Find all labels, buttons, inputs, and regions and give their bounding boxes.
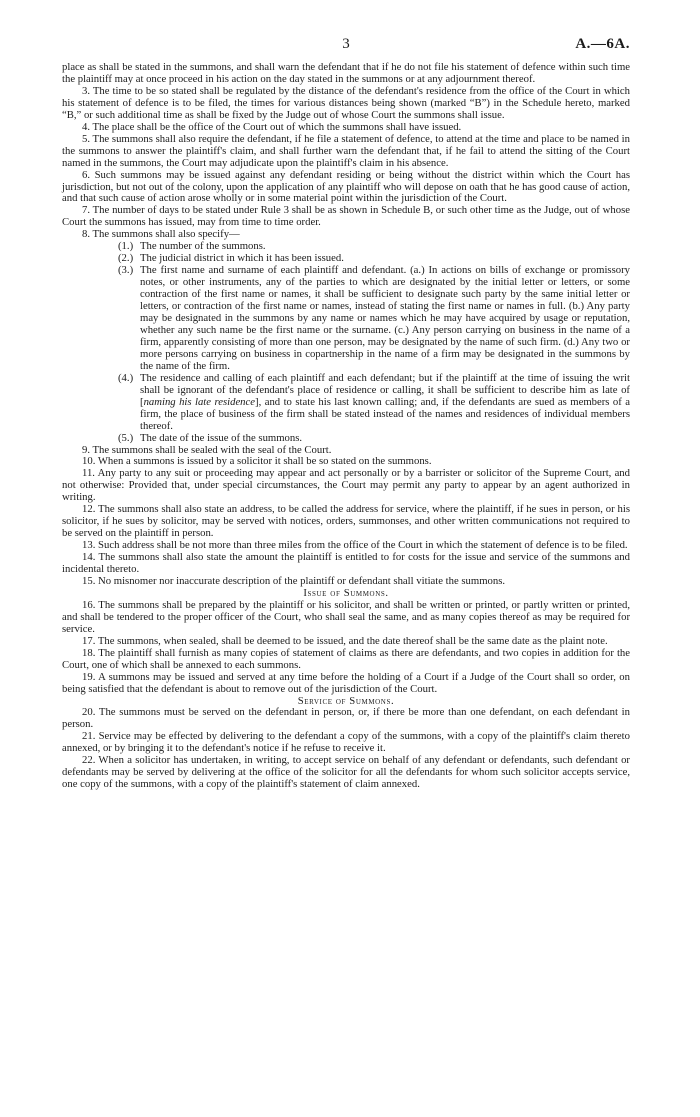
list-item [118,373,630,433]
paragraph-7: 7. The number of days to be stated under Rule 3 shall be as shown in Schedule B, or such other time as the Judge, out of whose Court the summons has issued, may from time to time order. [62,204,630,229]
paragraph-8: 8. The summons shall also specify— [82,228,240,241]
paragraph-16: 16. The summons shall be prepared by the plaintiff or his solicitor, and shall be written or printed, or partly written or printed, and shall be tendered to the proper officer of the Court, who shall seal the same, and as many copies thereof as may be required for service. [62,598,630,635]
document-reference: A.—6A. [575,36,630,52]
list-item-text-part: ], and to state his last known calling; and, if the defendants are sued as members of a firm, the place of business of the firm shall be stated instead of the names and residences of individual members thereof. [140,395,630,432]
paragraph-continued: place as shall be stated in the summons, and shall warn the defendant that if he do not file his statement of defence within such time the plaintiff may at once proceed in his action on the day stated in the summons or at any adjournment thereof. [62,61,630,85]
list-item-number: (1.) [118,240,134,253]
section-heading-service: Service of Summons. [297,694,395,707]
paragraph-18: 18. The plaintiff shall furnish as many copies of statement of claims as there are defendants, and two copies in addition for the Court, one of which shall be annexed to each summons. [62,646,630,671]
list-item-text-part: The residence and calling of each plaintiff and each defendant; but if the plaintiff at the time of issuing the writ shall be ignorant of the defendant's place of residence or calling, it shall be sufficient to describe him as late of [ [140,371,630,408]
paragraph-21: 21. Service may be effected by delivering to the defendant a copy of the summons, with a copy of the plaintiff's claim thereto annexed, or by bringing it to the defendant's notice if he refuse to receive it. [62,730,630,755]
document-page [62,36,630,791]
list-item-number: (5.) [118,431,134,444]
paragraph-5: 5. The summons shall also require the defendant, if he file a statement of defence, to attend at the time and place to be named in the summons to answer the plaintiff's claim, and shall further warn the defendant that, if he fail to attend the sitting of the Court named in the summons, the Court may adjudicate upon the plaintiff's claim in his absence. [62,132,630,169]
paragraph-10: 10. When a summons is issued by a solicitor it shall be so stated on the summons. [82,455,432,468]
list-item-number: (3.) [118,264,134,277]
list-item-number: (4.) [118,371,134,384]
paragraph-3: 3. The time to be so stated shall be regulated by the distance of the defendant's residence from the office of the Court in which his statement of defence is to be filed, the times for various distances being shown (marked “B”) in the Schedule hereto, marked “B,” or such additional time as shall be fixed by the Judge out of whose Court the summons shall issue. [62,84,630,121]
paragraph-13: 13. Such address shall be not more than three miles from the office of the Court in which the statement of defence is to be filed. [82,539,628,552]
paragraph-12: 12. The summons shall also state an address, to be called the address for service, where the plaintiff, if he sues in person, or his solicitor, if he sues by solicitor, may be served with notices, orders, summonses, and other written communications not required to be served on the plaintiff in person. [62,503,630,540]
list-item-number: (2.) [118,252,134,265]
list-item-text: The judicial district in which it has been issued. [140,252,344,265]
list-item [118,433,630,445]
list-item [118,265,630,373]
paragraph-4: 4. The place shall be the office of the Court out of which the summons shall have issued. [82,120,462,133]
paragraph-19: 19. A summons may be issued and served at any time before the holding of a Court if a Judge of the Court shall so order, on being satisfied that the defendant is about to remove out of the jurisdiction of the Court. [62,670,630,695]
paragraph-6: 6. Such summons may be issued against any defendant residing or being without the district within which the Court has jurisdiction, but not out of the colony, upon the application of any plaintiff who will depose on oath that he has good cause of action, and that such cause of action arose wholly or in some material point within the jurisdiction of the Court. [62,168,630,205]
section-heading-issue: Issue of Summons. [303,586,389,599]
list-item-text: The first name and surname of each plaintiff and defendant. (a.) In actions on bills of exchange or promissory notes, or other instruments, any of the parties to which are designated by the initial letter or letters, or some contraction of the first name or names, it shall be sufficient to designate such party by the same initial letter or letters, or contraction of the first name or names, instead of stating the first name or names in full. (b.) Any party may be designated in the summons by any name or names which he may have acquired by usage or reputation, whether any such name be the first name or the surname. (c.) Any person carrying on business in the name of a firm, apparently consisting of more than one person, may be designated by the name of such firm. (d.) Any two or more persons carrying on business in copartnership in the name of a firm may be designated in the summons by the name of the firm. [140,264,630,372]
page-number: 3 [342,36,350,52]
paragraph-14: 14. The summons shall also state the amount the plaintiff is entitled to for costs for the issue and service of the summons and incidental thereto. [62,551,630,576]
paragraph-11: 11. Any party to any suit or proceeding may appear and act personally or by a barrister or solicitor of the Supreme Court, and not otherwise: Provided that, under special circumstances, the Court may permit any party to appear by an agent authorized in writing. [62,467,630,504]
list-item-text: The number of the summons. [140,240,266,253]
list-item-text: The date of the issue of the summons. [140,431,303,444]
paragraph-9: 9. The summons shall be sealed with the seal of the Court. [82,443,332,456]
italic-phrase: naming his late residence [143,395,256,408]
page-header [62,36,630,62]
paragraph-20: 20. The summons must be served on the defendant in person, or, if there be more than one defendant, on each defendant in person. [62,706,630,731]
document-body [62,62,630,791]
paragraph-17: 17. The summons, when sealed, shall be deemed to be issued, and the date thereof shall be the same date as the plaint note. [82,634,608,647]
paragraph-22: 22. When a solicitor has undertaken, in writing, to accept service on behalf of any defendant or defendants, such defendant or defendants may be served by delivering at the office of the solicitor for all the defendants for whom such solicitor accepts service, one copy of the summons, with a copy of the plaintiff's statement of claim annexed. [62,754,630,791]
list-item-text [140,373,630,433]
paragraph-15: 15. No misnomer nor inaccurate description of the plaintiff or defendant shall vitiate the summons. [82,574,506,587]
